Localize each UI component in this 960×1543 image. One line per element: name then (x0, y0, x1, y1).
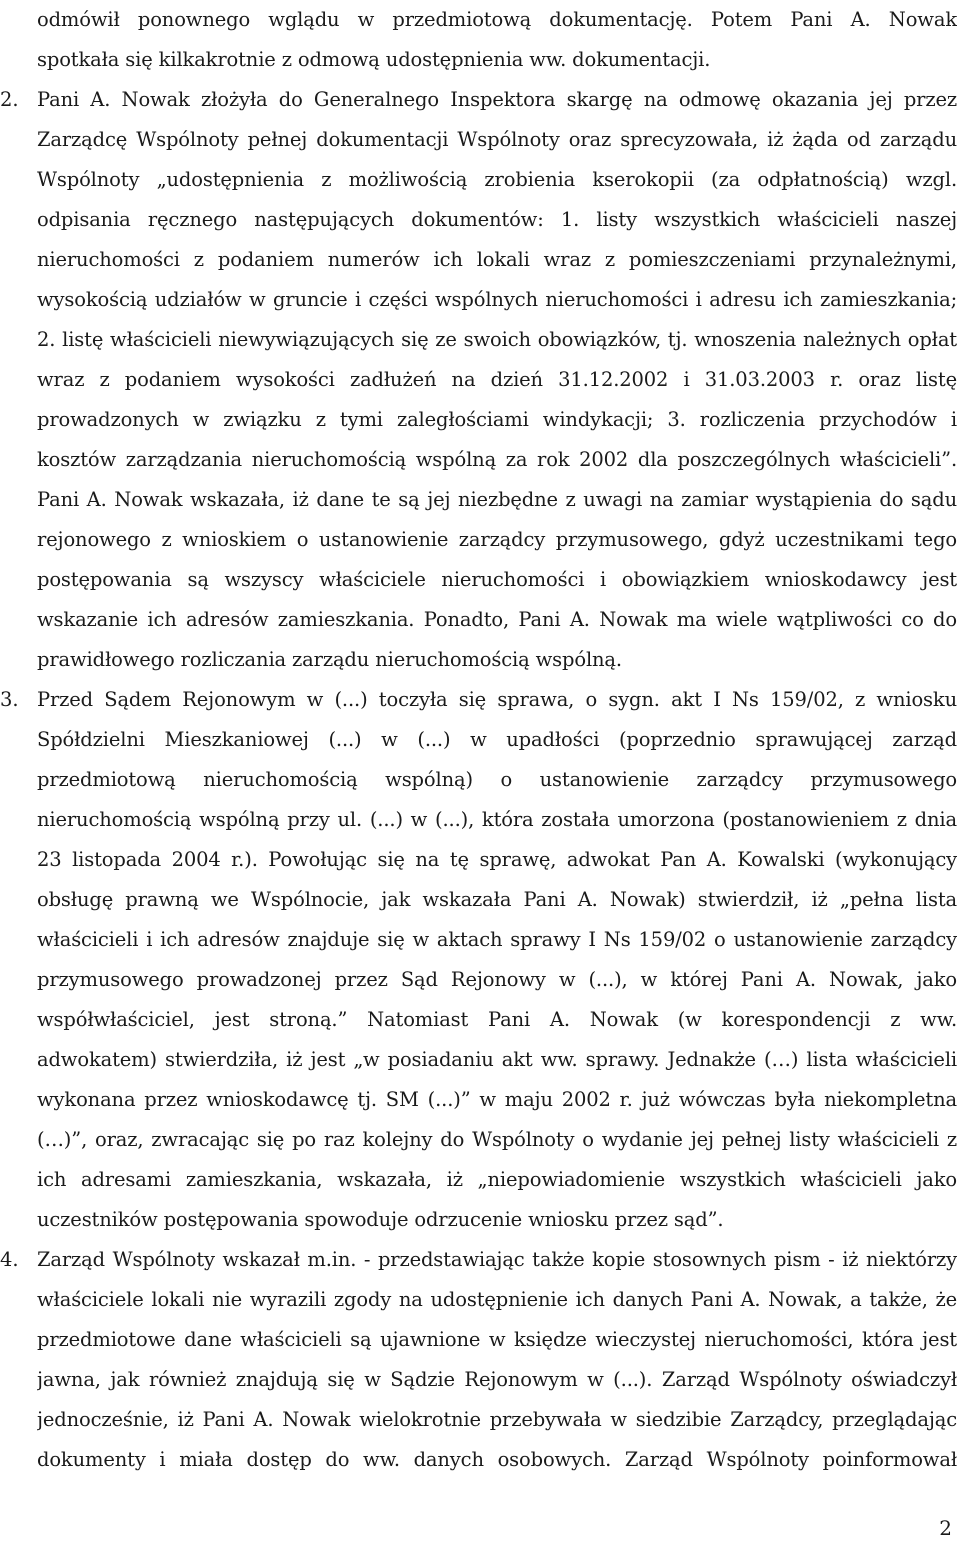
text-line: Przed Sądem Rejonowym w (...) toczyła się sprawa, o sygn. akt I Ns 159/02, z wniosku (37, 688, 957, 711)
list-item-4 (0, 1240, 957, 1480)
text-line: obsługę prawną we Wspólnocie, jak wskazała Pani A. Nowak) stwierdził, iż „pełna lista (37, 888, 957, 911)
list-item-number: 4. (0, 1248, 19, 1271)
text-line: postępowania są wszyscy właściciele nieruchomości i obowiązkiem wnioskodawcy jest (37, 568, 957, 591)
text-line: nieruchomością wspólną przy ul. (...) w (...), która została umorzona (postanowieniem z dnia (37, 808, 957, 831)
list-item-2 (0, 80, 957, 680)
intro-paragraph (37, 0, 957, 80)
text-line: rejonowego z wnioskiem o ustanowienie zarządcy przymusowego, gdyż uczestnikami tego (37, 528, 957, 551)
text-line: Pani A. Nowak wskazała, iż dane te są jej niezbędne z uwagi na zamiar wystąpienia do sądu (37, 488, 957, 511)
text-line: adwokatem) stwierdziła, iż jest „w posiadaniu akt ww. sprawy. Jednakże (…) lista właścicieli (37, 1048, 957, 1071)
text-line: właścicieli i ich adresów znajduje się w aktach sprawy I Ns 159/02 o ustanowienie zarządcy (37, 928, 957, 951)
text-line: prawidłowego rozliczania zarządu nieruchomością wspólną. (37, 648, 622, 671)
list-item-number: 2. (0, 88, 19, 111)
text-line: Pani A. Nowak złożyła do Generalnego Inspektora skargę na odmowę okazania jej przez (37, 88, 957, 111)
text-line: przedmiotowe dane właścicieli są ujawnione w księdze wieczystej nieruchomości, która jest (37, 1328, 957, 1351)
text-line: wraz z podaniem wysokości zadłużeń na dzień 31.12.2002 i 31.03.2003 r. oraz listę (37, 368, 957, 391)
text-line: współwłaściciel, jest stroną.” Natomiast Pani A. Nowak (w korespondencji z ww. (37, 1008, 957, 1031)
text-line: prowadzonych w związku z tymi zaległościami windykacji; 3. rozliczenia przychodów i (37, 408, 957, 431)
text-line: wskazanie ich adresów zamieszkania. Ponadto, Pani A. Nowak ma wiele wątpliwości co do (37, 608, 957, 631)
text-line: odpisania ręcznego następujących dokumentów: 1. listy wszystkich właścicieli naszej (37, 208, 957, 231)
text-line: 2. listę właścicieli niewywiązujących się ze swoich obowiązków, tj. wnoszenia należnych opłat (37, 328, 957, 351)
text-line: Wspólnoty „udostępnienia z możliwością zrobienia kserokopii (za odpłatnością) wzgl. (37, 168, 957, 191)
text-line: nieruchomości z podaniem numerów ich lokali wraz z pomieszczeniami przynależnymi, (37, 248, 957, 271)
text-line: jawna, jak również znajdują się w Sądzie Rejonowym w (...). Zarząd Wspólnoty oświadczył (37, 1368, 957, 1391)
list-item-number: 3. (0, 688, 19, 711)
text-line: 23 listopada 2004 r.). Powołując się na tę sprawę, adwokat Pan A. Kowalski (wykonujący (37, 848, 957, 871)
text-line: uczestników postępowania spowoduje odrzucenie wniosku przez sąd”. (37, 1208, 724, 1231)
text-line: (…)”, oraz, zwracając się po raz kolejny do Wspólnoty o wydanie jej pełnej listy właścicieli z (37, 1128, 957, 1151)
text-line: spotkała się kilkakrotnie z odmową udostępnienia ww. dokumentacji. (37, 48, 711, 71)
text-line: Zarząd Wspólnoty wskazał m.in. - przedstawiając także kopie stosownych pism - iż niektórzy (37, 1248, 957, 1271)
text-line: ich adresami zamieszkania, wskazała, iż „niepowiadomienie wszystkich właścicieli jako (37, 1168, 957, 1191)
text-line: kosztów zarządzania nieruchomością wspólną za rok 2002 dla poszczególnych właścicieli”. (37, 448, 957, 471)
text-line: właściciele lokali nie wyrazili zgody na udostępnienie ich danych Pani A. Nowak, a także, że (37, 1288, 957, 1311)
text-line: jednocześnie, iż Pani A. Nowak wielokrotnie przebywała w siedzibie Zarządcy, przeglądając (37, 1408, 957, 1431)
text-line: wysokością udziałów w gruncie i części wspólnych nieruchomości i adresu ich zamieszkania; (37, 288, 957, 311)
text-line: przedmiotową nieruchomością wspólną) o ustanowienie zarządcy przymusowego (37, 768, 957, 791)
text-line: dokumenty i miała dostęp do ww. danych osobowych. Zarząd Wspólnoty poinformował (37, 1448, 957, 1471)
text-line: Spółdzielni Mieszkaniowej (...) w (...) w upadłości (poprzednio sprawującej zarząd (37, 728, 957, 751)
text-line: wykonana przez wnioskodawcę tj. SM (...)” w maju 2002 r. już wówczas była niekompletna (37, 1088, 957, 1111)
text-line: odmówił ponownego wglądu w przedmiotową dokumentację. Potem Pani A. Nowak (37, 8, 957, 31)
text-line: przymusowego prowadzonej przez Sąd Rejonowy w (...), w której Pani A. Nowak, jako (37, 968, 957, 991)
text-line: Zarządcę Wspólnoty pełnej dokumentacji Wspólnoty oraz sprecyzowała, iż żąda od zarządu (37, 128, 957, 151)
list-item-3 (0, 680, 957, 1240)
page-number: 2 (939, 1516, 952, 1540)
